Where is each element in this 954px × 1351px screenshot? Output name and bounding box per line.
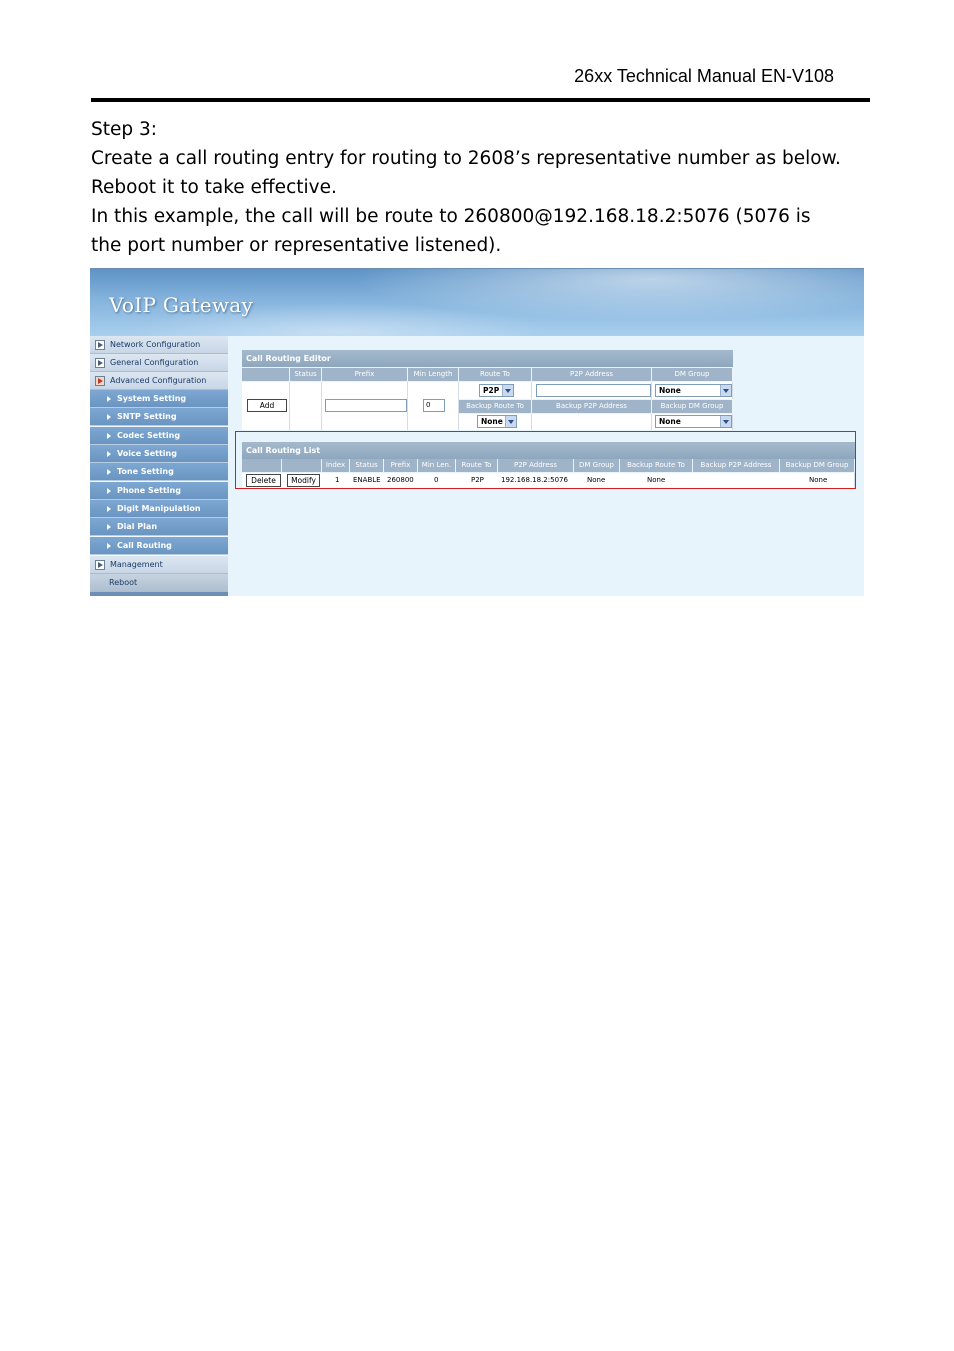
list-cell-route-to: P2P	[471, 476, 484, 484]
sidebar-item-management[interactable]	[90, 556, 228, 574]
sidebar-item-tone-setting[interactable]	[90, 463, 228, 481]
voip-gateway-screenshot	[90, 268, 864, 596]
sidebar-item-general-configuration[interactable]	[90, 354, 228, 372]
expand-icon	[95, 358, 105, 368]
list-header-route-to: Route To	[456, 459, 498, 472]
sidebar-item-advanced-configuration[interactable]	[90, 372, 228, 390]
sidebar-item-codec-setting[interactable]	[90, 427, 228, 445]
list-cell-backup-dm-group: None	[809, 476, 828, 484]
sidebar-item-label: Dial Plan	[117, 522, 158, 531]
banner	[90, 268, 864, 336]
editor-cell	[290, 382, 322, 430]
delete-button[interactable]: Delete	[246, 474, 281, 487]
arrow-right-icon	[107, 451, 111, 457]
sidebar-item-phone-setting[interactable]	[90, 482, 228, 500]
list-header-blank	[282, 459, 322, 472]
sidebar-item-label: Tone Setting	[117, 467, 174, 476]
editor-header-blank	[242, 368, 290, 381]
sidebar-item-label: Digit Manipulation	[117, 504, 201, 513]
list-header-blank	[242, 459, 282, 472]
arrow-right-icon	[107, 414, 111, 420]
list-header-dm-group: DM Group	[574, 459, 620, 472]
backup-route-to-value: None	[481, 417, 503, 426]
editor-header-min-length: Min Length	[408, 368, 459, 381]
editor-header-route-to: Route To	[459, 368, 532, 381]
paragraph-1: Create a call routing entry for routing to 2608’s representative number as below.	[91, 148, 841, 169]
list-header-prefix: Prefix	[384, 459, 418, 472]
chevron-down-icon	[502, 385, 513, 396]
dm-group-select[interactable]	[655, 384, 732, 397]
arrow-right-icon	[107, 524, 111, 530]
list-header-min-len: Min Len.	[418, 459, 456, 472]
arrow-right-icon	[107, 543, 111, 549]
list-cell-p2p-address: 192.168.18.2:5076	[501, 476, 568, 484]
sidebar-item-reboot[interactable]	[90, 574, 228, 592]
collapse-icon	[95, 376, 105, 386]
sidebar	[90, 336, 228, 596]
dm-group-value: None	[659, 386, 681, 395]
backup-route-to-select[interactable]	[477, 415, 517, 428]
modify-button[interactable]: Modify	[287, 474, 320, 487]
editor-header-dm-group: DM Group	[652, 368, 733, 381]
sidebar-item-network-configuration[interactable]	[90, 336, 228, 354]
editor-cell	[532, 414, 652, 430]
chevron-down-icon	[720, 385, 731, 396]
sidebar-item-label: Management	[110, 560, 163, 569]
add-button[interactable]: Add	[247, 399, 287, 412]
route-to-select[interactable]	[479, 384, 514, 397]
header-rule	[91, 98, 870, 102]
editor-header-backup-p2p-address: Backup P2P Address	[532, 400, 652, 413]
sidebar-item-label: Codec Setting	[117, 431, 181, 440]
sidebar-item-label: Phone Setting	[117, 486, 181, 495]
editor-header-backup-route-to: Backup Route To	[459, 400, 532, 413]
backup-dm-group-value: None	[659, 417, 681, 426]
paragraph-3: In this example, the call will be route to 260800@192.168.18.2:5076 (5076 is	[91, 206, 811, 227]
list-header-index: Index	[322, 459, 350, 472]
sidebar-item-call-routing[interactable]	[90, 537, 228, 555]
sidebar-item-voice-setting[interactable]	[90, 445, 228, 463]
list-header-backup-dm-group: Backup DM Group	[780, 459, 855, 472]
list-cell-prefix: 260800	[387, 476, 414, 484]
sidebar-item-label: SNTP Setting	[117, 412, 177, 421]
editor-header-prefix: Prefix	[322, 368, 408, 381]
backup-dm-group-select[interactable]	[655, 415, 732, 428]
list-header-status: Status	[350, 459, 384, 472]
sidebar-item-label: Advanced Configuration	[110, 376, 207, 385]
route-to-value: P2P	[483, 386, 500, 395]
expand-icon	[95, 340, 105, 350]
list-cell-backup-route-to: None	[647, 476, 666, 484]
chevron-down-icon	[720, 416, 731, 427]
sidebar-item-label: Voice Setting	[117, 449, 177, 458]
arrow-right-icon	[107, 506, 111, 512]
list-header-backup-p2p-address: Backup P2P Address	[693, 459, 780, 472]
arrow-right-icon	[107, 488, 111, 494]
sidebar-item-sntp-setting[interactable]	[90, 408, 228, 426]
arrow-right-icon	[107, 433, 111, 439]
page-header: 26xx Technical Manual EN-V108	[574, 66, 834, 86]
list-header-backup-route-to: Backup Route To	[620, 459, 693, 472]
sidebar-item-label: Network Configuration	[110, 340, 201, 349]
body-text	[91, 115, 881, 260]
editor-header-p2p-address: P2P Address	[532, 368, 652, 381]
editor-header-backup-dm-group: Backup DM Group	[652, 400, 733, 413]
call-routing-list-title: Call Routing List	[242, 442, 855, 459]
min-length-input[interactable]: 0	[423, 399, 445, 412]
arrow-right-icon	[107, 469, 111, 475]
arrow-right-icon	[107, 396, 111, 402]
step-heading: Step 3:	[91, 119, 158, 140]
sidebar-footer	[90, 592, 228, 596]
sidebar-item-label: Call Routing	[117, 541, 172, 550]
prefix-input[interactable]	[325, 399, 407, 412]
paragraph-4: the port number or representative listened).	[91, 235, 502, 256]
p2p-address-input[interactable]	[536, 384, 651, 397]
list-cell-dm-group: None	[587, 476, 606, 484]
list-cell-min-len: 0	[434, 476, 439, 484]
sidebar-item-dial-plan[interactable]	[90, 518, 228, 536]
sidebar-item-digit-manipulation[interactable]	[90, 500, 228, 518]
call-routing-editor-title: Call Routing Editor	[242, 350, 733, 367]
sidebar-item-label: System Setting	[117, 394, 187, 403]
paragraph-2: Reboot it to take effective.	[91, 177, 337, 198]
sidebar-item-label: Reboot	[109, 578, 138, 587]
chevron-down-icon	[505, 416, 516, 427]
sidebar-item-label: General Configuration	[110, 358, 199, 367]
list-cell-status: ENABLE	[353, 476, 381, 484]
banner-title: VoIP Gateway	[109, 293, 254, 317]
sidebar-item-system-setting[interactable]	[90, 390, 228, 408]
list-header-p2p-address: P2P Address	[498, 459, 574, 472]
editor-header-status: Status	[290, 368, 322, 381]
expand-icon	[95, 560, 105, 570]
list-cell-index: 1	[335, 476, 340, 484]
